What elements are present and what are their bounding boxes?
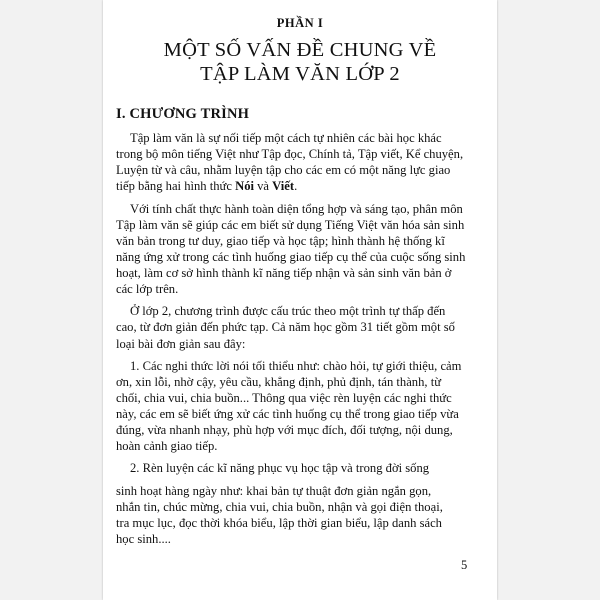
text-line: đúng, vừa nhanh nhạy, phù hợp với mục đích, đối tượng, nội dung,	[116, 423, 453, 437]
emphasis-noi: Nói	[235, 179, 254, 193]
text-line: Tập làm văn là sự nối tiếp một cách tự nhiên các bài học khác	[130, 131, 442, 145]
text-line-mixed	[116, 179, 486, 193]
text-line: hoàn cảnh giao tiếp.	[116, 439, 218, 453]
text-line: năng ứng xử trong các tình huống giao tiếp cụ thể của cuộc sống sinh	[116, 250, 466, 264]
chapter-title-line-2: TẬP LÀM VĂN LỚP 2	[200, 63, 400, 85]
text-line: văn bản trong tư duy, giao tiếp và học tập; hình thành hệ thống kĩ	[116, 234, 445, 248]
text-line: Luyện từ và câu, nhằm luyện tập cho các em có một năng lực giao	[116, 163, 451, 177]
text-line: ơn, xin lỗi, nhờ cậy, yêu cầu, khẳng định, phủ định, tán thành, từ	[116, 375, 442, 389]
chapter-title-line-1: MỘT SỐ VẤN ĐỀ CHUNG VỀ	[163, 39, 437, 61]
text-line: 2. Rèn luyện các kĩ năng phục vụ học tập và trong đời sống	[130, 461, 430, 475]
text-line: cao, từ đơn giản đến phức tạp. Cả năm học gồm 31 tiết gồm một số	[116, 320, 455, 334]
text-run: .	[294, 179, 298, 193]
text-line: các lớp trên.	[116, 282, 179, 296]
emphasis-viet: Viết	[272, 179, 295, 193]
text-run: tiếp bằng hai hình thức	[116, 179, 236, 193]
page-number: 5	[461, 558, 468, 572]
book-page	[103, 0, 497, 600]
text-line: loại bài đơn giản sau đây:	[116, 337, 246, 351]
section-heading: I. CHƯƠNG TRÌNH	[116, 106, 250, 122]
text-line: hoạt, làm cơ sở hình thành kĩ năng tiếp nhận và sản sinh văn bản ở	[116, 266, 452, 280]
text-line: 1. Các nghi thức lời nói tối thiểu như: chào hỏi, tự giới thiệu, cảm	[130, 359, 462, 373]
text-run: và	[253, 179, 273, 193]
text-line: Tập làm văn sẽ giúp các em biết sử dụng Tiếng Việt văn hóa sản sinh	[116, 218, 465, 232]
text-line: nhắn tin, chúc mừng, chia vui, chia buồn, nhận và gọi điện thoại,	[116, 500, 443, 514]
text-line: chối, chia vui, chia buồn... Thông qua việc rèn luyện các nghi thức	[116, 391, 452, 405]
text-line: trong bộ môn tiếng Việt như Tập đọc, Chính tả, Tập viết, Kể chuyện,	[116, 147, 464, 161]
text-line: học sinh....	[116, 532, 171, 546]
text-line: tra mục lục, đọc thời khóa biểu, lập thời gian biểu, lập danh sách	[116, 516, 442, 530]
text-line: này, các em sẽ biết ứng xử các tình huống cụ thể trong giao tiếp vừa	[116, 407, 459, 421]
text-line: sinh hoạt hàng ngày như: khai bản tự thuật đơn giản ngắn gọn,	[116, 484, 432, 498]
text-line: Với tính chất thực hành toàn diện tổng hợp và sáng tạo, phân môn	[130, 202, 463, 216]
text-line: Ở lớp 2, chương trình được cấu trúc theo một trình tự thấp đến	[130, 304, 446, 318]
part-label: PHẦN I	[276, 16, 324, 30]
